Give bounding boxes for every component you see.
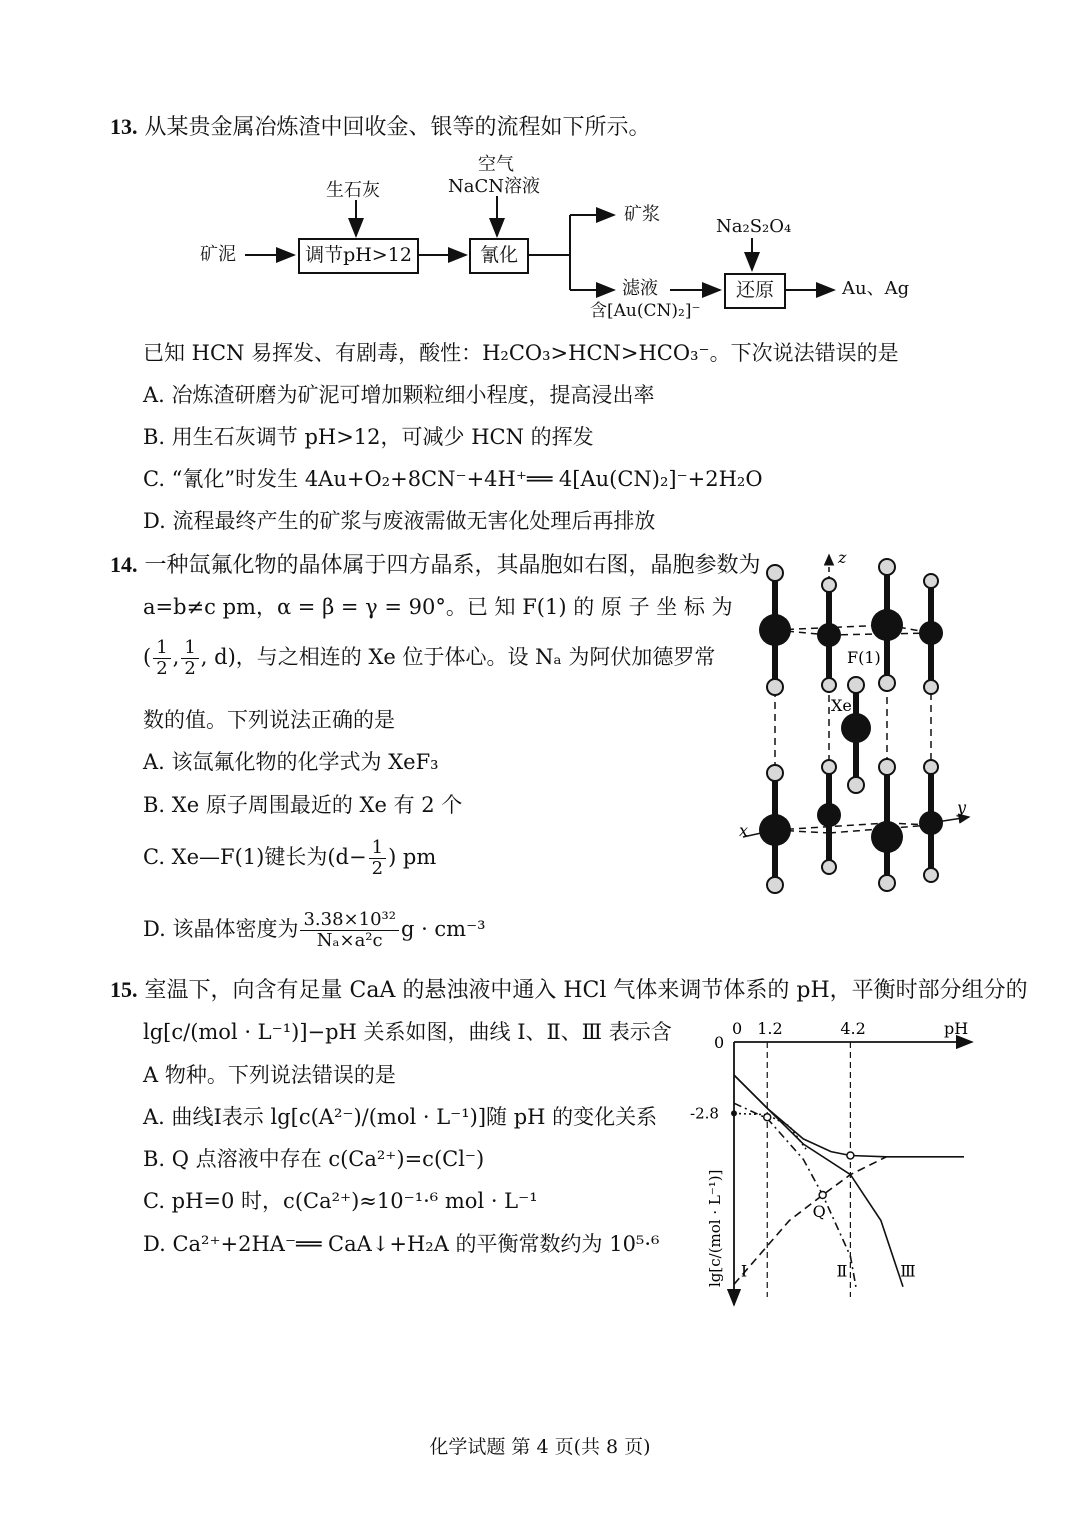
q14-frac-1 [153, 638, 170, 679]
q14-option-d-den: Nₐ×a²c [316, 930, 383, 951]
q15-number: 15. [110, 977, 138, 1002]
y-axis-label: y [957, 798, 967, 817]
q14-frac-1-den: 2 [156, 658, 168, 679]
curve-Ⅱ [734, 1103, 856, 1287]
q14-line-3-text: , d)，与之相连的 Xe 位于体心。设 Nₐ 为阿伏加德罗常 [200, 645, 716, 669]
q14-option-d-pre: D. 该晶体密度为 [143, 917, 299, 941]
q14-option-b: B. Xe 原子周围最近的 Xe 有 2 个 [143, 793, 463, 817]
flow-box-reduce: 还原 [724, 273, 786, 309]
crystal-cell-svg [735, 545, 975, 915]
q14-option-c-pre: C. Xe—F(1)键长为(d− [143, 845, 367, 869]
q14-option-d-unit: g · cm⁻³ [400, 917, 486, 941]
q14-line-1-text: 一种氙氟化物的晶体属于四方晶系，其晶胞如右图，晶胞参数为 [144, 553, 761, 578]
y-axis-label: lg[c/(mol · L⁻¹)] [706, 1169, 724, 1287]
origin-label: 0 [714, 1033, 725, 1052]
q15-line-3: A 物种。下列说法错误的是 [143, 1063, 396, 1087]
flow-air: 空气 [478, 154, 514, 175]
q14-option-c [143, 838, 436, 879]
curve-Ⅲ [734, 1075, 903, 1287]
q14-frac-1-num: 1 [153, 638, 170, 659]
q15-option-c: C. pH=0 时，c(Ca²⁺)≈10⁻¹·⁶ mol · L⁻¹ [143, 1189, 538, 1213]
q14-paren-open: ( [143, 645, 152, 669]
flow-filtrate-note: 含[Au(CN)₂]⁻ [590, 301, 701, 321]
q14-option-d-num: 3.38×10³² [300, 910, 399, 931]
q15-chart [690, 1012, 980, 1307]
x-tick-label: 0 [732, 1019, 743, 1038]
curve-label: Ⅰ [740, 1261, 748, 1281]
curve-Ⅰ [734, 1157, 886, 1285]
q14-line-2: a=b≠c pm，α = β = γ = 90°。已 知 F(1) 的 原 子 坐 标 为 [143, 595, 733, 619]
curve-label: Ⅲ [900, 1261, 916, 1281]
flow-nacn: NaCN溶液 [448, 176, 541, 197]
x-axis-label: pH [944, 1019, 969, 1038]
q15-line-1 [110, 975, 1028, 1006]
q13-flow-diagram [190, 150, 950, 325]
curve-label: Ⅱ [836, 1261, 848, 1281]
q14-comma: , [172, 645, 180, 669]
q14-option-c-frac-den: 2 [371, 858, 384, 879]
q15-line-1-text: 室温下，向含有足量 CaA 的悬浊液中通入 HCl 气体来调节体系的 pH，平衡时部分组分的 [144, 978, 1028, 1003]
q14-option-c-post: ) pm [388, 845, 437, 869]
q14-number: 14. [110, 552, 138, 577]
q14-line-3 [143, 638, 715, 679]
q14-frac-2-den: 2 [184, 658, 196, 679]
q14-crystal-figure [735, 545, 975, 915]
q-point [819, 1192, 826, 1199]
q15-line-2: lg[c/(mol · L⁻¹)]−pH 关系如图，曲线 Ⅰ、Ⅱ、Ⅲ 表示含 [143, 1020, 672, 1044]
q13-option-b: B. 用生石灰调节 pH>12，可减少 HCN 的挥发 [143, 425, 594, 449]
q14-line-1 [110, 550, 761, 581]
page-footer: 化学试题 第 4 页(共 8 页) [429, 1436, 651, 1458]
f1-label: F(1) [847, 648, 881, 667]
flow-box-ph: 调节pH>12 [298, 238, 419, 274]
q15-option-a: A. 曲线Ⅰ表示 lg[c(A²⁻)/(mol · L⁻¹)]随 pH 的变化关系 [143, 1105, 658, 1129]
q-point-label: Q [812, 1202, 826, 1221]
q13-option-d: D. 流程最终产生的矿浆与废液需做无害化处理后再排放 [143, 509, 656, 533]
flow-product: Au、Ag [842, 278, 910, 299]
intersection-point-2 [847, 1152, 854, 1159]
q14-line-4: 数的值。下列说法正确的是 [143, 708, 395, 732]
q15-option-d: D. Ca²⁺+2HA⁻══ CaA↓+H₂A 的平衡常数约为 10⁵·⁶ [143, 1232, 660, 1256]
flow-filtrate: 滤液 [622, 278, 658, 299]
q14-option-c-frac-num: 1 [369, 838, 386, 859]
x-tick-label: 1.2 [757, 1019, 783, 1038]
xe-atoms [759, 609, 943, 853]
q14-option-d [143, 910, 486, 951]
q15-option-b: B. Q 点溶液中存在 c(Ca²⁺)=c(Cl⁻) [143, 1147, 485, 1171]
xe-label: Xe [831, 696, 852, 715]
q13-stem-line [110, 112, 651, 143]
q13-known: 已知 HCN 易挥发、有剧毒，酸性：H₂CO₃>HCN>HCO₃⁻。下次说法错误的是 [143, 341, 899, 365]
q14-frac-2 [181, 638, 198, 679]
x-tick-label: 4.2 [840, 1019, 866, 1038]
q13-option-a: A. 冶炼渣研磨为矿泥可增加颗粒细小程度，提高浸出率 [143, 383, 655, 407]
flow-slurry: 矿浆 [624, 204, 660, 225]
x-axis-label: x [739, 821, 749, 840]
y-tick-label: -2.8 [690, 1104, 719, 1123]
q15-chart-svg [690, 1012, 980, 1307]
q13-stem: 从某贵金属冶炼渣中回收金、银等的流程如下所示。 [144, 115, 651, 140]
intersection-point-1 [764, 1114, 771, 1121]
q13-option-c: C. “氰化”时发生 4Au+O₂+8CN⁻+4H⁺══ 4[Au(CN)₂]⁻+2H₂O [143, 467, 763, 491]
flow-lime: 生石灰 [326, 180, 380, 201]
flow-reductant: Na₂S₂O₄ [716, 216, 792, 237]
q14-option-d-frac [300, 910, 399, 951]
q13-number: 13. [110, 114, 138, 139]
q14-frac-2-num: 1 [181, 638, 198, 659]
flow-start: 矿泥 [200, 244, 236, 265]
z-axis-label: z [838, 548, 847, 567]
q14-option-c-frac [369, 838, 386, 879]
flow-box-cyanide: 氰化 [469, 238, 529, 274]
q14-option-a: A. 该氙氟化物的化学式为 XeF₃ [143, 750, 439, 774]
